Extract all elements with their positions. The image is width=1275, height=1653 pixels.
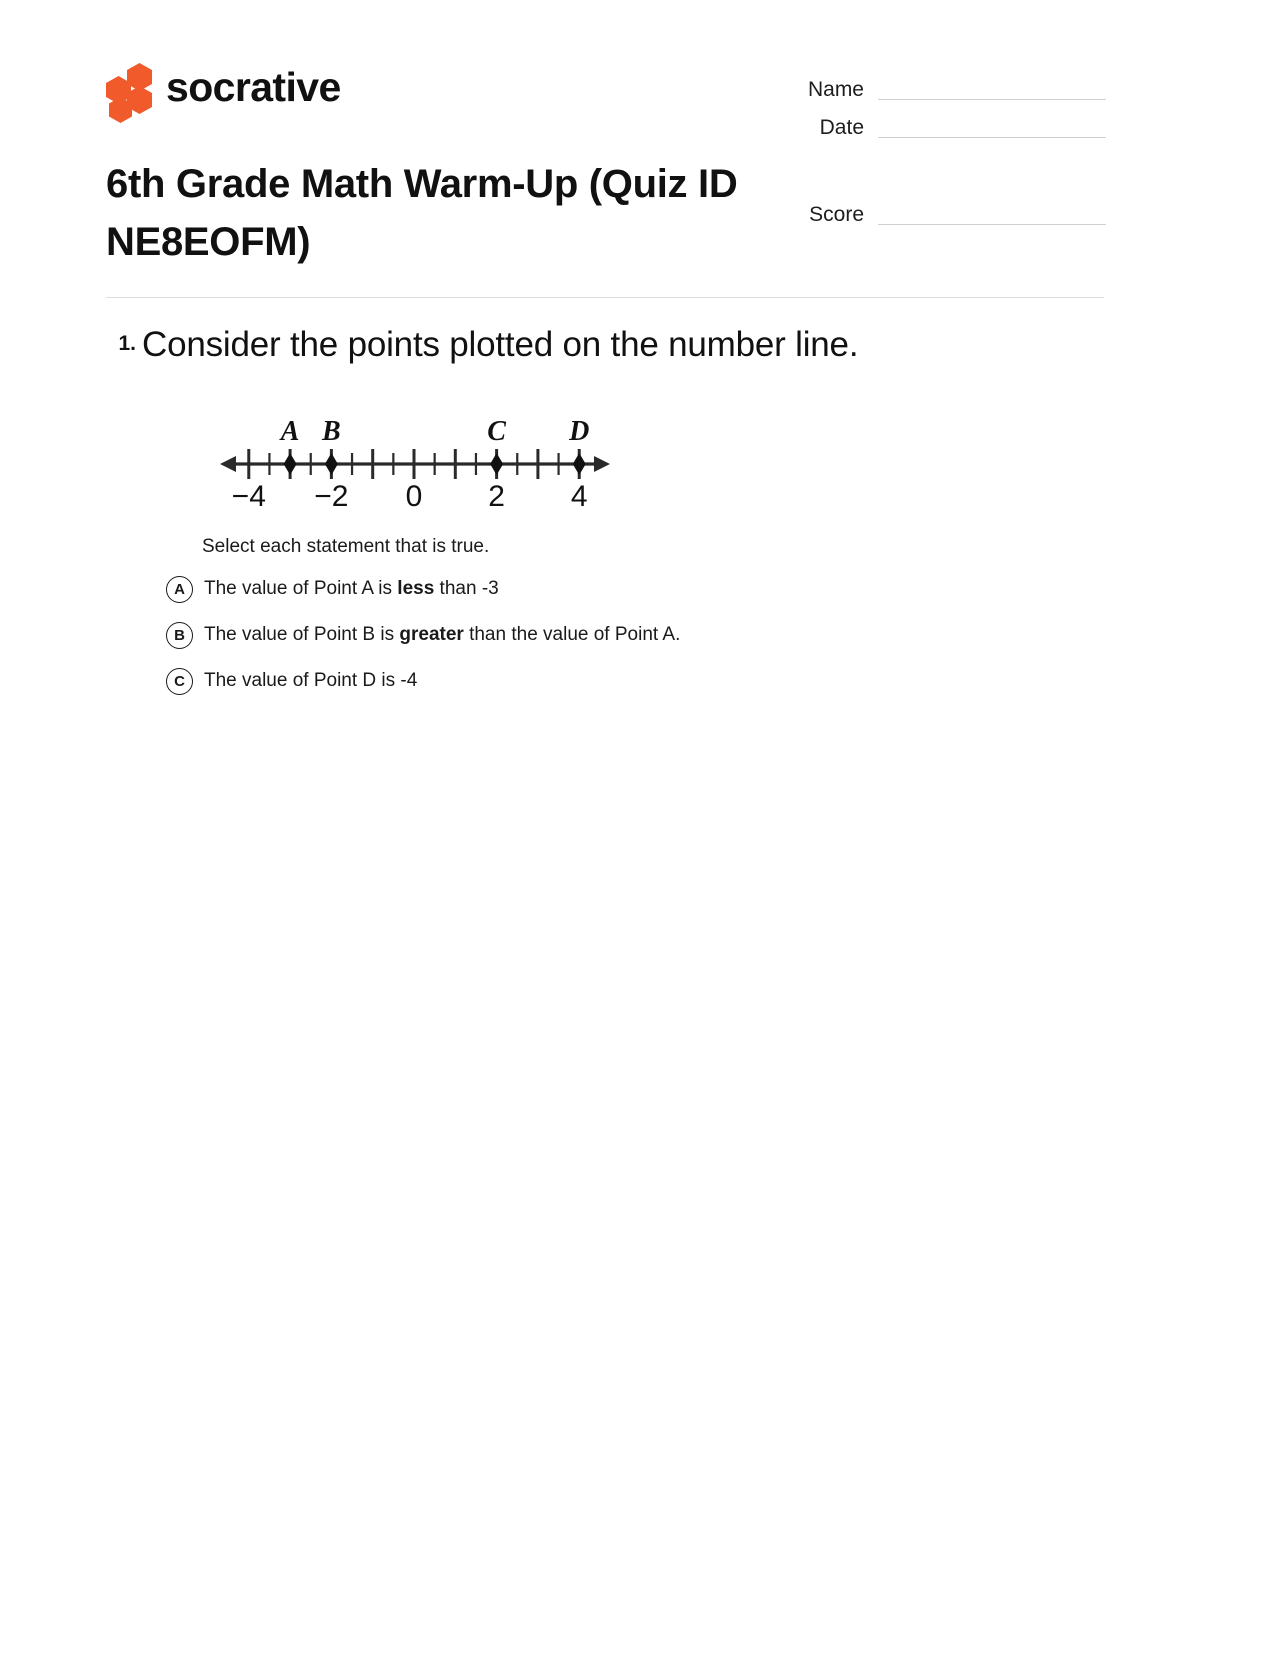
score-field-line[interactable] [878, 224, 1106, 225]
plotted-point-marker [490, 453, 503, 475]
option-a-text [204, 577, 499, 602]
option-c-text [204, 669, 417, 694]
date-field-label: Date [819, 116, 864, 139]
option-b[interactable] [166, 622, 1106, 649]
answer-options [174, 535, 1106, 696]
plotted-point-label: B [322, 415, 341, 447]
axis-tick-label: 0 [405, 479, 423, 513]
axis-tick-label: 2 [488, 479, 505, 513]
plotted-point-marker [325, 453, 338, 475]
axis-tick-label: −2 [314, 479, 349, 513]
name-field-label: Name [807, 78, 864, 101]
option-b-emphasis: greater [399, 624, 464, 646]
question-heading [106, 322, 1106, 368]
socrative-hexagons-logo-icon [106, 63, 152, 115]
axis-arrow-left [220, 456, 236, 472]
option-c-letter[interactable]: C [166, 668, 193, 695]
name-field-row [766, 73, 1106, 100]
axis-tick-label: −4 [231, 479, 266, 513]
header-divider [106, 297, 1104, 298]
student-info-fields [766, 73, 1106, 149]
option-b-text [204, 623, 680, 648]
option-b-pre: The value of Point B is [204, 624, 400, 646]
name-field-line[interactable] [878, 99, 1106, 100]
question-number: 1. [118, 332, 136, 355]
option-c-pre: The value of Point D is -4 [204, 670, 418, 692]
option-b-post: than the value of Point A. [463, 624, 681, 646]
plotted-point-marker [284, 453, 297, 475]
option-a-letter[interactable]: A [166, 576, 193, 603]
plotted-point-label: C [487, 415, 506, 447]
date-field-row [766, 111, 1106, 138]
date-field-line[interactable] [878, 137, 1106, 138]
option-a[interactable] [166, 576, 1106, 603]
option-b-letter[interactable]: B [166, 622, 193, 649]
plotted-point-label: A [280, 415, 300, 447]
brand-name: socrative [166, 64, 341, 110]
axis-tick-label: 4 [570, 479, 588, 513]
axis-arrow-right [594, 456, 610, 472]
select-instruction: Select each statement that is true. [202, 535, 490, 557]
plotted-point-marker [573, 453, 586, 475]
plotted-point-label: D [569, 415, 590, 447]
brand-logo [106, 63, 341, 115]
option-c[interactable] [166, 668, 1106, 695]
page-title: 6th Grade Math Warm-Up (Quiz ID NE8EOFM) [106, 162, 738, 264]
option-a-emphasis: less [397, 578, 435, 600]
question-prompt: Consider the points plotted on the number line. [142, 325, 859, 364]
number-line-svg [202, 402, 622, 517]
option-a-post: than -3 [434, 578, 499, 600]
number-line-figure [202, 402, 622, 517]
question-block [106, 322, 1106, 714]
score-field-label: Score [809, 203, 864, 226]
page-header [106, 55, 1106, 265]
option-a-pre: The value of Point A is [204, 578, 398, 600]
